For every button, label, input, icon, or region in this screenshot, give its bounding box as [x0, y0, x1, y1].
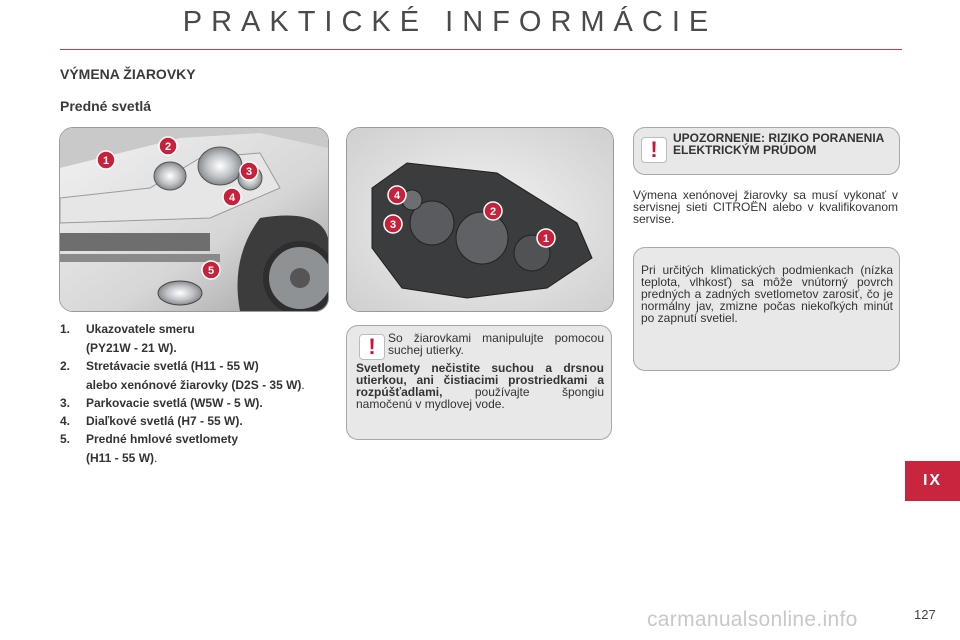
car-front-photo — [59, 127, 329, 312]
list-item: 5. Predné hmlové svetlomety (H11 - 55 W). — [60, 432, 239, 465]
watermark: carmanualsonline.info — [647, 608, 858, 631]
headlamp-unit-photo — [346, 127, 614, 312]
handling-note-intro: So žiarovkami manipulujte pomocou suchej utierky. — [388, 331, 604, 357]
callout-number: 3 — [245, 166, 253, 178]
callout-number: 2 — [164, 141, 172, 153]
section-title: VÝMENA ŽIAROVKY — [60, 66, 196, 82]
warning-title: UPOZORNENIE: RIZIKO PORANENIA ELEKTRICKÝM PRÚDOM — [673, 131, 884, 157]
subsection-title: Predné svetlá — [60, 98, 152, 114]
callout-number: 1 — [102, 155, 110, 167]
climate-note-text: Pri určitých klimatických podmienkach (nízka teplota, vlhkosť) sa môže vnútorný povrch predných a zadných svetlometov zarosiť, čo je normálny jav, zmizne počas niekoľkých minút po zapnutí svetiel. — [641, 263, 893, 325]
callout-number: 5 — [207, 265, 215, 277]
callout-number: 2 — [489, 206, 497, 218]
list-item: 1. Ukazovatele smeru (PY21W - 21 W). — [60, 322, 195, 355]
callout-number: 1 — [542, 233, 550, 245]
page-title: PRAKTICKÉ INFORMÁCIE — [182, 6, 718, 38]
callout-number: 3 — [389, 219, 397, 231]
bulb-list — [60, 322, 330, 466]
list-item: 4. Diaľkové svetlá (H7 - 55 W). — [60, 414, 243, 428]
warning-body: Výmena xenónovej žiarovky sa musí vykonať v servisnej sieti CITROËN alebo v kvalifikovanom servise. — [633, 188, 898, 226]
chapter-tab[interactable]: IX — [905, 461, 960, 501]
handling-note-body: Svetlomety nečistite suchou a drsnou utierkou, ani čistiacimi prostriedkami a rozpúšťadlami, používajte špongiu namočenú v mydlovej vode. — [356, 361, 604, 411]
callout-number: 4 — [393, 190, 401, 202]
callout-number: 4 — [228, 192, 236, 204]
exclamation-mark-icon: ! — [641, 137, 667, 163]
handling-note-box — [346, 325, 612, 440]
list-item: 2. Stretávacie svetlá (H11 - 55 W) alebo xenónové žiarovky (D2S - 35 W). — [60, 359, 305, 392]
exclamation-mark-icon: ! — [359, 334, 385, 360]
page-number: 127 — [914, 607, 936, 622]
title-divider — [60, 49, 902, 50]
list-item: 3. Parkovacie svetlá (W5W - 5 W). — [60, 396, 263, 410]
